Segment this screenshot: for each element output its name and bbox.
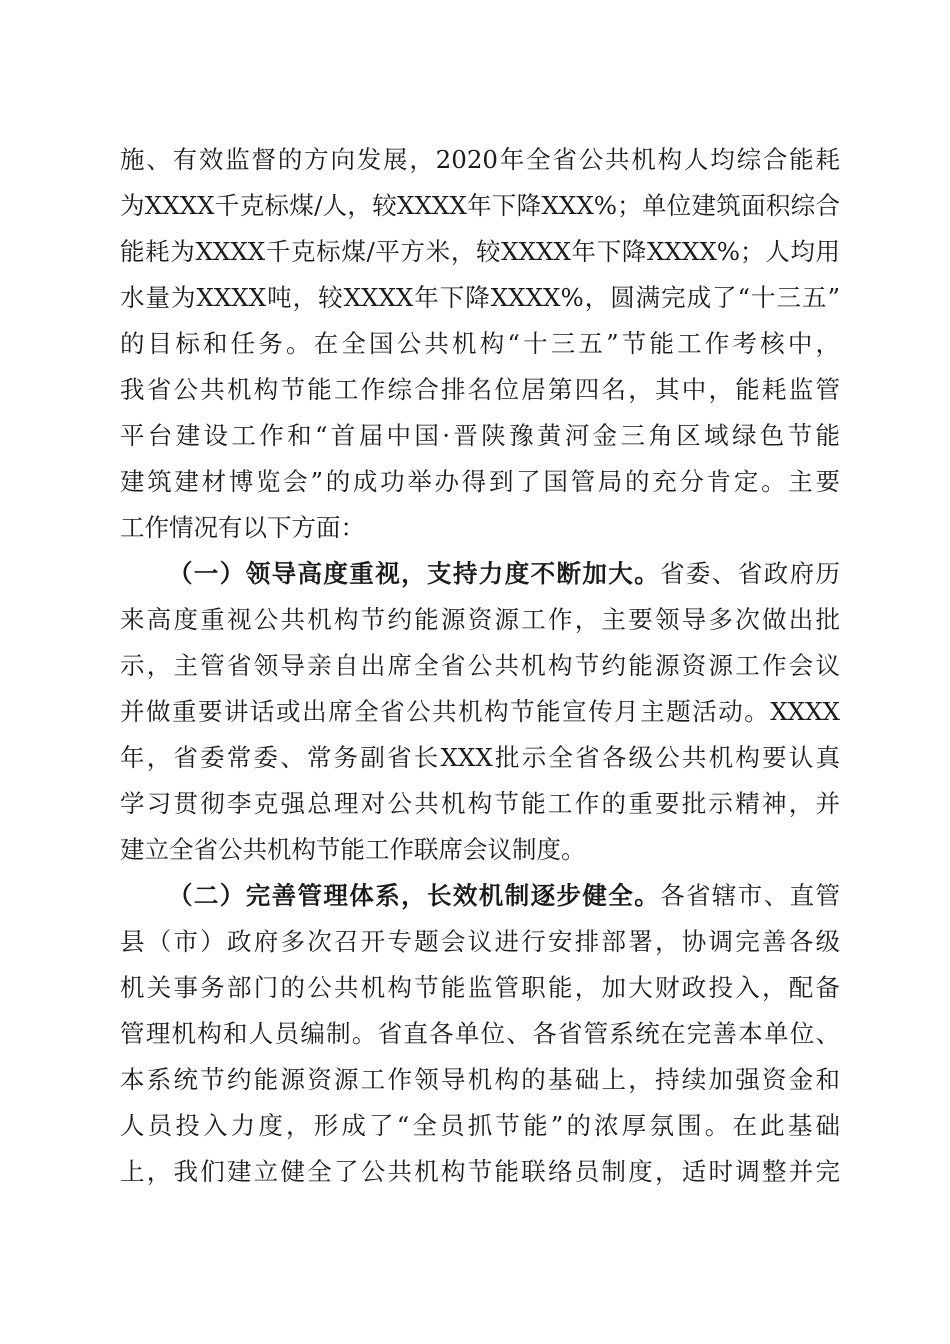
paragraph-3-line-5: 本系统节约能源资源工作领导机构的基础上，持续加强资金和: [120, 1065, 840, 1094]
paragraph-2-line-1: [168, 559, 840, 589]
paragraph-2-line-7: 建立全省公共机构节能工作联席会议制度。: [120, 835, 586, 864]
paragraph-1-line-5: 的目标和任务。在全国公共机构“十三五”节能工作考核中，: [120, 329, 840, 358]
paragraph-2-line-3: 示，主管省领导亲自出席全省公共机构节约能源资源工作会议: [120, 651, 840, 680]
paragraph-1-line-4: 水量为XXXX吨，较XXXX年下降XXXX%，圆满完成了“十三五”: [120, 283, 840, 312]
paragraph-1-line-2: 为XXXX千克标煤/人，较XXXX年下降XXX%；单位建筑面积综合: [120, 191, 840, 220]
paragraph-2-line-4: 并做重要讲话或出席全省公共机构节能宣传月主题活动。XXXX: [120, 697, 840, 726]
paragraph-3-line-6: 人员投入力度，形成了“全员抓节能”的浓厚氛围。在此基础: [120, 1111, 840, 1140]
paragraph-2-line-2: 来高度重视公共机构节约能源资源工作，主要领导多次做出批: [120, 605, 840, 634]
paragraph-2-line-6: 学习贯彻李克强总理对公共机构节能工作的重要批示精神，并: [120, 789, 840, 818]
paragraph-3-heading: （二）完善管理体系，长效机制逐步健全。: [168, 881, 661, 910]
paragraph-1-line-6: 我省公共机构节能工作综合排名位居第四名，其中，能耗监管: [120, 375, 840, 404]
paragraph-1-line-7: 平台建设工作和“首届中国·晋陕豫黄河金三角区域绿色节能: [120, 421, 840, 450]
paragraph-3-line-1: [168, 881, 840, 911]
paragraph-1-line-3: 能耗为XXXX千克标煤/平方米，较XXXX年下降XXXX%；人均用: [120, 237, 840, 266]
paragraph-1-line-9: 工作情况有以下方面：: [120, 513, 365, 542]
paragraph-2-first-line-rest: 省委、省政府历: [660, 559, 841, 588]
paragraph-3-line-4: 管理机构和人员编制。省直各单位、各省管系统在完善本单位、: [120, 1019, 840, 1048]
paragraph-3-first-line-rest: 各省辖市、直管: [660, 881, 841, 910]
paragraph-1-line-1: 施、有效监督的方向发展，2020年全省公共机构人均综合能耗: [120, 145, 840, 174]
paragraph-1-line-8: 建筑建材博览会”的成功举办得到了国管局的充分肯定。主要: [120, 467, 840, 496]
paragraph-2-heading: （一）领导高度重视，支持力度不断加大。: [168, 559, 661, 588]
paragraph-2-line-5: 年，省委常委、常务副省长XXX批示全省各级公共机构要认真: [120, 743, 840, 772]
paragraph-3-line-7: 上，我们建立健全了公共机构节能联络员制度，适时调整并完: [120, 1157, 840, 1186]
paragraph-3-line-3: 机关事务部门的公共机构节能监管职能，加大财政投入，配备: [120, 973, 840, 1002]
paragraph-3-line-2: 县（市）政府多次召开专题会议进行安排部署，协调完善各级: [120, 927, 840, 956]
